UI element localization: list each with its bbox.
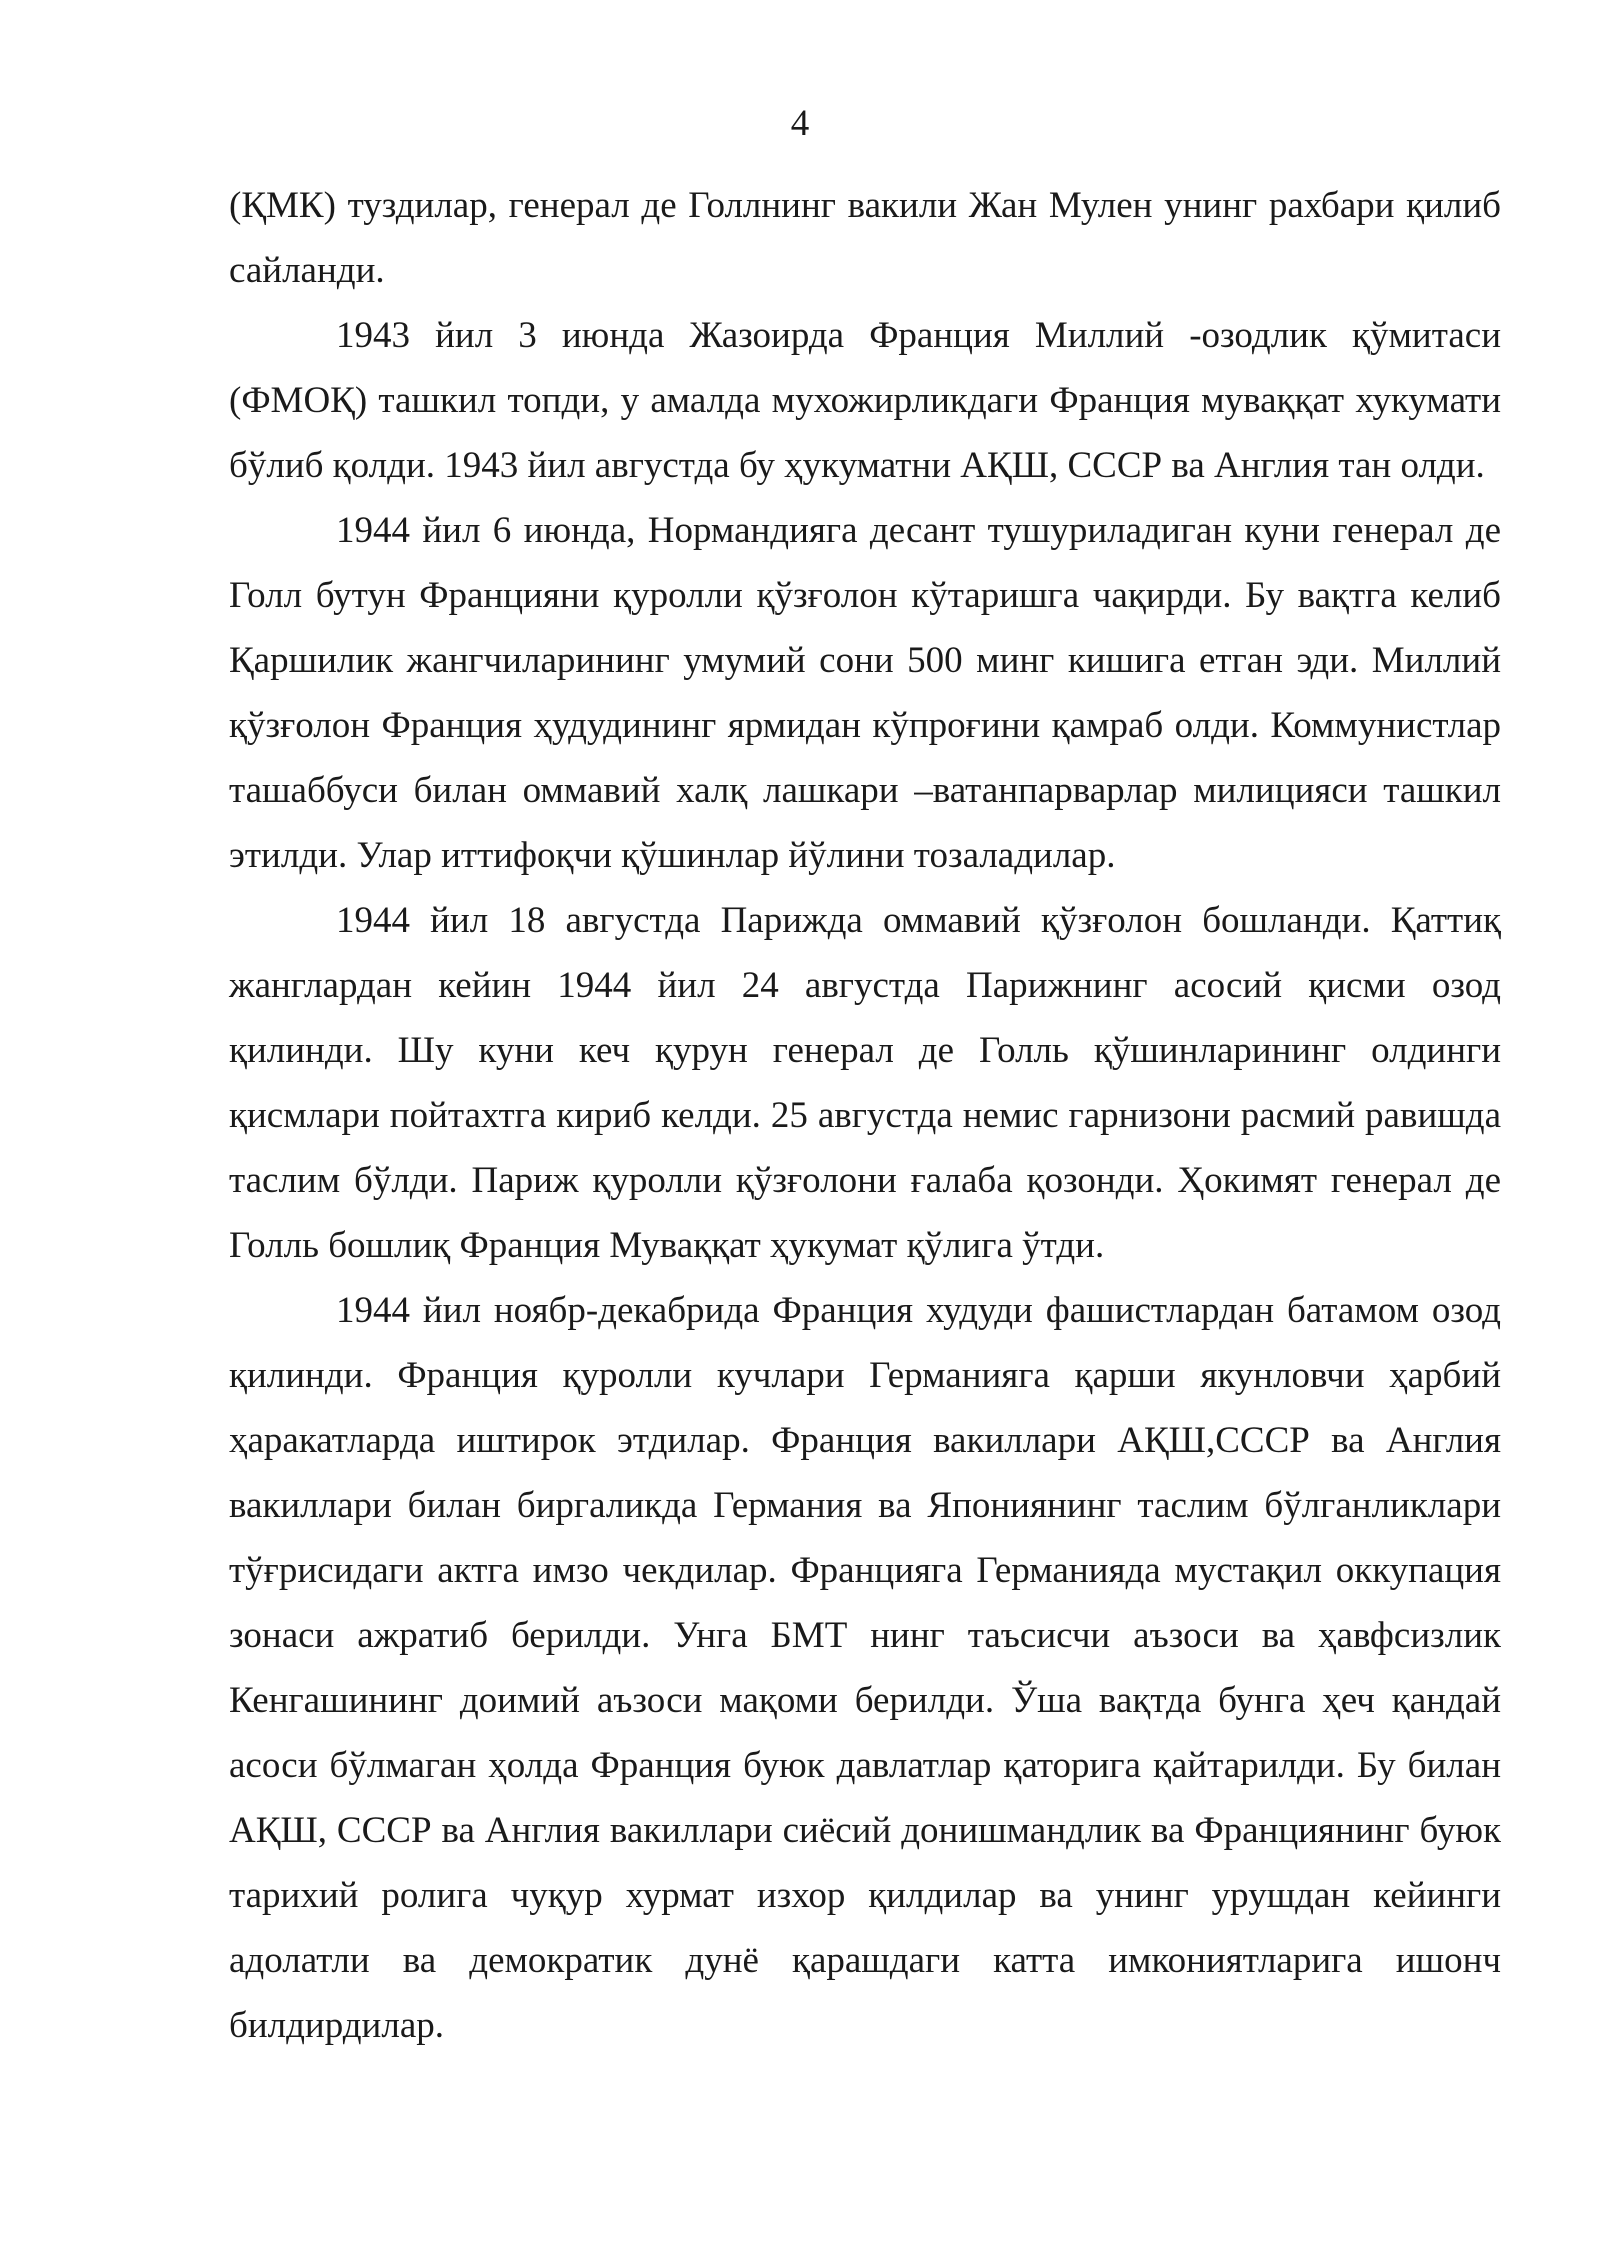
paragraph-fmok-formation: 1943 йил 3 июнда Жазоирда Франция Миллий -озодлик қўмитаси (ФМОҚ) ташкил топди, у амалда мухожирликдаги Франция муваққат хукумати бўлиб қолди. 1943 йил августда бу ҳукуматни АҚШ, СССР ва Англия тан олди. [229,315,1501,486]
paragraph-france-liberated: 1944 йил ноябр-декабрида Франция худуди фашистлардан батамом озод қилинди. Франция қуролли кучлари Германияга қарши якунловчи ҳарбий ҳаракатларда иштирок этдилар. Франция вакиллари АҚШ,СССР ва Англия вакиллари билан биргаликда Германия ва Япониянинг таслим бўлганликлари тўғрисидаги актга имзо чекдилар. Францияга Германияда мустақил оккупация зонаси ажратиб берилди. Унга БМТ нинг таъсисчи аъзоси ва ҳавфсизлик Кенгашининг доимий аъзоси мақоми берилди. Ўша вақтда бунга ҳеч қандай асоси бўлмаган ҳолда Франция буюк давлатлар қаторига қайтарилди. Бу билан АҚШ, СССР ва Англия вакиллари сиёсий донишмандлик ва Франциянинг буюк тарихий ролига чуқур хурмат изхор қилдилар ва унинг урушдан кейинги адолатли ва демократик дунё қарашдаги катта имкониятларига ишонч билдирдилар. [229,1290,1501,2046]
page-number: 4 [790,103,810,144]
paragraph-normandy-uprising: 1944 йил 6 июнда, Нормандияга десант тушуриладиган куни генерал де Голл бутун Францияни қуролли қўзғолон кўтаришга чақирди. Бу вақтга келиб Қаршилик жангчиларининг умумий сони 500 минг кишига етган эди. Миллий қўзғолон Франция ҳудудининг ярмидан кўпроғини қамраб олди. Коммунистлар ташаббуси билан оммавий халқ лашкари –ватанпарварлар милицияси ташкил этилди. Улар иттифоқчи қўшинлар йўлини тозаладилар. [229,510,1501,876]
paragraph-continuation: (ҚМК) туздилар, генерал де Голлнинг вакили Жан Мулен унинг рахбари қилиб сайланди. [229,185,1501,291]
paragraph-paris-liberation: 1944 йил 18 августда Парижда оммавий қўзғолон бошланди. Қаттиқ жанглардан кейин 1944 йил 24 августда Парижнинг асосий қисми озод қилинди. Шу куни кеч қурун генерал де Голль қўшинларининг олдинги қисмлари пойтахтга кириб келди. 25 августда немис гарнизони расмий равишда таслим бўлди. Париж қуролли қўзғолони ғалаба қозонди. Ҳокимят генерал де Голль бошлиқ Франция Муваққат ҳукумат қўлига ўтди. [229,900,1501,1266]
document-body [229,173,1501,2058]
